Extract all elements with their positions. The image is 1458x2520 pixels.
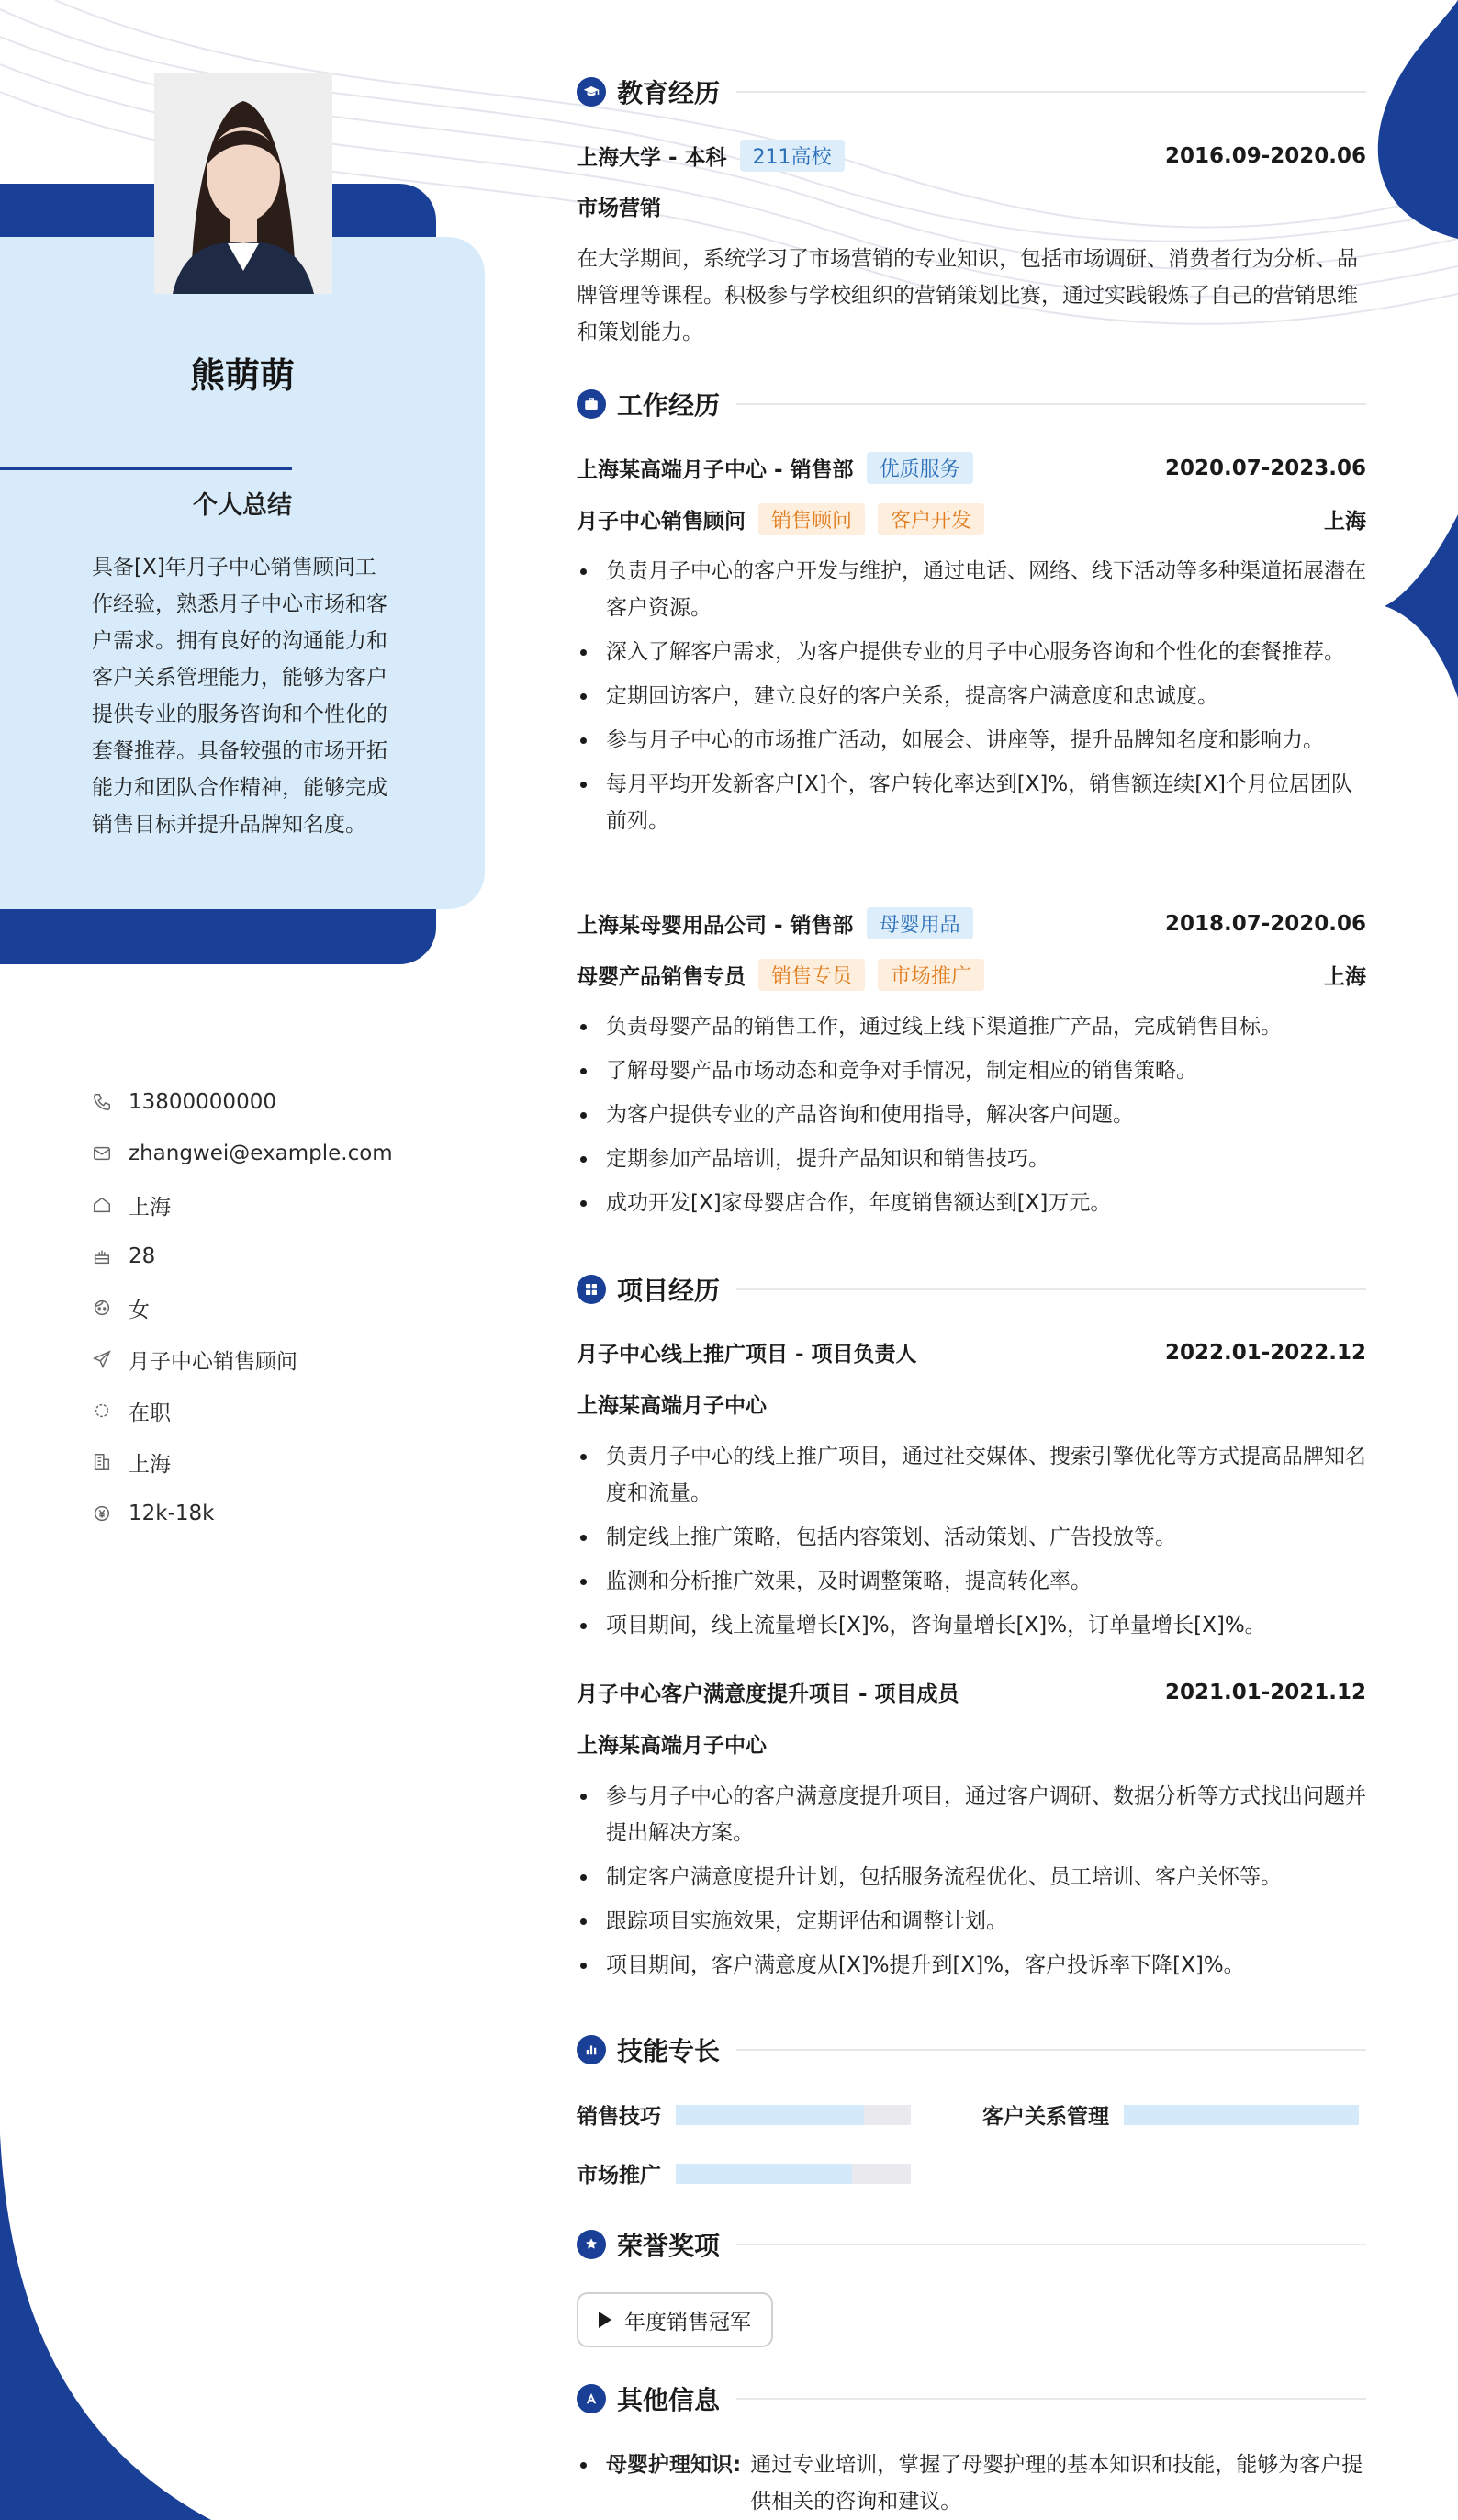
chart-icon <box>577 2035 606 2064</box>
skill-1: 客户关系管理 <box>982 2099 1359 2130</box>
list-item: 跟踪项目实施效果，定期评估和调整计划。 <box>577 1903 1366 1940</box>
list-item: 定期回访客户，建立良好的客户关系，提高客户满意度和忠诚度。 <box>577 678 1366 714</box>
section-skills: 技能专长 <box>577 2031 1366 2068</box>
contact-list <box>92 1076 441 1539</box>
work-1-header: 上海某母婴用品公司 - 销售部 母婴用品 2018.07-2020.06 <box>577 907 1366 939</box>
phone-icon <box>92 1091 129 1113</box>
send-icon <box>92 1348 129 1370</box>
grid-icon <box>577 1275 606 1304</box>
contact-city: 上海 <box>92 1436 441 1488</box>
list-item: 为客户提供专业的产品咨询和使用指导，解决客户问题。 <box>577 1097 1366 1133</box>
list-item: 参与月子中心的市场推广活动，如展会、讲座等，提升品牌知名度和影响力。 <box>577 722 1366 759</box>
award-icon <box>577 2230 606 2259</box>
summary-title: 个人总结 <box>193 491 292 520</box>
list-item: 每月平均开发新客户[X]个，客户转化率达到[X]%，销售额连续[X]个月位居团队前列。 <box>577 766 1366 839</box>
award-badge: 年度销售冠军 <box>577 2292 773 2347</box>
info-icon <box>577 2384 606 2413</box>
project-0-org: 上海某高端月子中心 <box>577 1394 767 1418</box>
contact-email: zhangwei@example.com <box>92 1128 441 1179</box>
list-item: 成功开发[X]家母婴店合作，年度销售额达到[X]万元。 <box>577 1185 1366 1221</box>
list-item: 负责母婴产品的销售工作，通过线上线下渠道推广产品，完成销售目标。 <box>577 1008 1366 1045</box>
profile-name: 熊萌萌 <box>189 355 295 396</box>
list-item: 制定客户满意度提升计划，包括服务流程优化、员工培训、客户关怀等。 <box>577 1859 1366 1896</box>
section-work: 工作经历 <box>577 386 1366 422</box>
list-item: 参与月子中心的客户满意度提升项目，通过客户调研、数据分析等方式找出问题并提出解决方案。 <box>577 1778 1366 1851</box>
work-1-bullets <box>577 1008 1366 1229</box>
avatar-illustration <box>154 73 332 294</box>
graduation-cap-icon <box>577 77 606 107</box>
list-item: 了解母婴产品市场动态和竞争对手情况，制定相应的销售策略。 <box>577 1052 1366 1089</box>
project-1-bullets <box>577 1778 1366 1991</box>
contact-position: 月子中心销售顾问 <box>92 1333 441 1385</box>
list-item: 项目期间，线上流量增长[X]%，咨询量增长[X]%，订单量增长[X]%。 <box>577 1607 1366 1644</box>
education-tag: 211高校 <box>740 140 845 172</box>
skill-0: 销售技巧 <box>577 2099 911 2130</box>
salary-icon <box>92 1502 129 1524</box>
skill-bar <box>676 2164 911 2184</box>
contact-phone: 13800000000 <box>92 1076 441 1128</box>
contact-home: 上海 <box>92 1179 441 1231</box>
contact-salary: 12k-18k <box>92 1488 441 1539</box>
gender-icon <box>92 1297 129 1319</box>
contact-gender: 女 <box>92 1282 441 1333</box>
list-item: 定期参加产品培训，提升产品知识和销售技巧。 <box>577 1141 1366 1177</box>
work-1-role: 母婴产品销售专员 销售专员 市场推广 上海 <box>577 959 1366 991</box>
skill-bar <box>1124 2105 1359 2125</box>
project-1-header: 月子中心客户满意度提升项目 - 项目成员 2021.01-2021.12 <box>577 1680 1366 1706</box>
work-0-header: 上海某高端月子中心 - 销售部 优质服务 2020.07-2023.06 <box>577 452 1366 484</box>
work-0-role: 月子中心销售顾问 销售顾问 客户开发 上海 <box>577 503 1366 535</box>
education-date: 2016.09-2020.06 <box>1164 143 1366 168</box>
list-item: 负责月子中心的客户开发与维护，通过电话、网络、线下活动等多种渠道拓展潜在客户资源。 <box>577 553 1366 626</box>
work-0-bullets <box>577 553 1366 847</box>
briefcase-icon <box>577 389 606 419</box>
list-item: 项目期间，客户满意度从[X]%提升到[X]%，客户投诉率下降[X]%。 <box>577 1947 1366 1984</box>
summary-text: 具备[X]年月子中心销售顾问工作经验，熟悉月子中心市场和客户需求。拥有良好的沟通能力和客户关系管理能力，能够为客户提供专业的服务咨询和个性化的套餐推荐。具备较强的市场开拓能力和团队合作精神，能够完成销售目标并提升品牌知名度。 <box>92 556 387 837</box>
building-icon <box>92 1451 129 1473</box>
mail-icon <box>92 1142 129 1164</box>
profile-photo <box>154 73 332 294</box>
status-icon <box>92 1400 129 1422</box>
list-item: 监测和分析推广效果，及时调整策略，提高转化率。 <box>577 1563 1366 1600</box>
section-other: 其他信息 <box>577 2380 1366 2417</box>
education-row: 上海大学 - 本科 211高校 2016.09-2020.06 <box>577 140 1366 172</box>
section-project: 项目经历 <box>577 1271 1366 1308</box>
list-item: 制定线上推广策略，包括内容策划、活动策划、广告投放等。 <box>577 1519 1366 1556</box>
home-icon <box>92 1194 129 1216</box>
project-0-bullets <box>577 1438 1366 1651</box>
contact-status: 在职 <box>92 1385 441 1436</box>
play-icon <box>599 2312 611 2328</box>
list-item: 负责月子中心的线上推广项目，通过社交媒体、搜索引擎优化等方式提高品牌知名度和流量。 <box>577 1438 1366 1512</box>
education-major: 市场营销 <box>577 197 661 220</box>
skill-2: 市场推广 <box>577 2158 911 2188</box>
project-0-header: 月子中心线上推广项目 - 项目负责人 2022.01-2022.12 <box>577 1340 1366 1367</box>
bottom-decor-curve <box>0 2134 239 2520</box>
section-education: 教育经历 <box>577 73 1366 110</box>
skill-bar <box>676 2105 911 2125</box>
other-item: 母婴护理知识: 通过专业培训，掌握了母婴护理的基本知识和技能，能够为客户提供相关的咨询和建议。 <box>577 2447 1366 2520</box>
list-item: 深入了解客户需求，为客户提供专业的月子中心服务咨询和个性化的套餐推荐。 <box>577 634 1366 670</box>
contact-age: 28 <box>92 1231 441 1282</box>
project-1-org: 上海某高端月子中心 <box>577 1734 767 1758</box>
cake-icon <box>92 1245 129 1267</box>
section-honors: 荣誉奖项 <box>577 2226 1366 2263</box>
education-desc: 在大学期间，系统学习了市场营销的专业知识，包括市场调研、消费者行为分析、品牌管理等课程。积极参与学校组织的营销策划比赛，通过实践锻炼了自己的营销思维和策划能力。 <box>577 247 1358 344</box>
summary-divider <box>0 467 292 470</box>
